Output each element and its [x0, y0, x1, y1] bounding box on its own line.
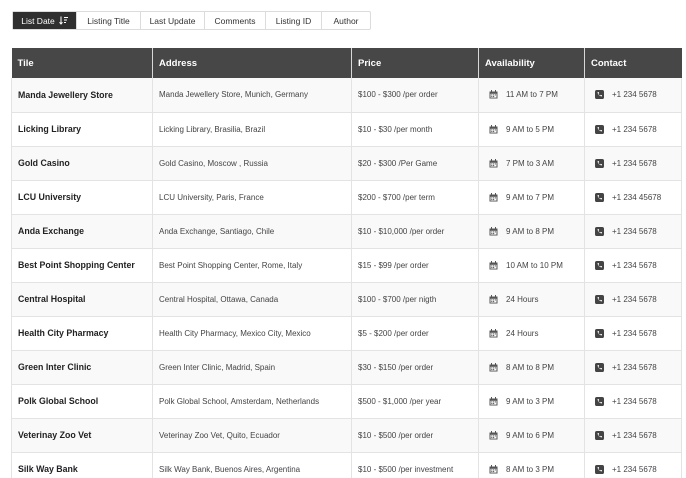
calendar-icon — [489, 363, 498, 372]
availability-cell — [479, 78, 585, 112]
sort-tab-comments[interactable] — [205, 12, 266, 29]
contact-cell — [585, 452, 682, 478]
availability-hours: 8 AM to 8 PM — [506, 362, 555, 372]
table-row[interactable] — [12, 180, 682, 214]
availability-hours: 24 Hours — [506, 328, 539, 338]
listing-address: Green Inter Clinic, Madrid, Spain — [153, 350, 352, 384]
contact-phone[interactable]: +1 234 5678 — [612, 396, 657, 406]
sort-descending-icon — [59, 16, 68, 25]
phone-icon — [595, 329, 604, 338]
availability-cell — [479, 452, 585, 478]
table-row[interactable] — [12, 146, 682, 180]
column-header-price: Price — [352, 48, 479, 78]
availability-hours: 10 AM to 10 PM — [506, 260, 563, 270]
listing-title[interactable]: Polk Global School — [12, 384, 153, 418]
contact-phone[interactable]: +1 234 5678 — [612, 362, 657, 372]
listing-price: $20 - $300 /Per Game — [352, 146, 479, 180]
listings-table-container — [11, 48, 681, 478]
listing-title[interactable]: Gold Casino — [12, 146, 153, 180]
listing-title[interactable]: Silk Way Bank — [12, 452, 153, 478]
availability-cell — [479, 418, 585, 452]
sort-tab-label: Author — [333, 15, 359, 26]
listing-address: Polk Global School, Amsterdam, Netherlands — [153, 384, 352, 418]
table-row[interactable] — [12, 452, 682, 478]
availability-cell — [479, 112, 585, 146]
listing-address: Licking Library, Brasilia, Brazil — [153, 112, 352, 146]
column-header-contact: Contact — [585, 48, 682, 78]
listings-table — [11, 48, 682, 478]
calendar-icon — [489, 125, 498, 134]
contact-cell — [585, 112, 682, 146]
contact-cell — [585, 350, 682, 384]
contact-cell — [585, 316, 682, 350]
phone-icon — [595, 295, 604, 304]
availability-hours: 7 PM to 3 AM — [506, 158, 555, 168]
contact-phone[interactable]: +1 234 5678 — [612, 430, 657, 440]
listing-price: $10 - $10,000 /per order — [352, 214, 479, 248]
contact-phone[interactable]: +1 234 5678 — [612, 294, 657, 304]
sort-tab-label: List Date — [21, 15, 55, 26]
sort-tab-label: Listing ID — [275, 15, 312, 26]
contact-phone[interactable]: +1 234 5678 — [612, 260, 657, 270]
listing-title[interactable]: Central Hospital — [12, 282, 153, 316]
availability-cell — [479, 180, 585, 214]
listing-price: $200 - $700 /per term — [352, 180, 479, 214]
listing-address: Anda Exchange, Santiago, Chile — [153, 214, 352, 248]
table-body — [12, 78, 682, 478]
listing-price: $500 - $1,000 /per year — [352, 384, 479, 418]
availability-cell — [479, 248, 585, 282]
contact-cell — [585, 180, 682, 214]
calendar-icon — [489, 90, 498, 99]
table-row[interactable] — [12, 350, 682, 384]
listing-address: Health City Pharmacy, Mexico City, Mexico — [153, 316, 352, 350]
sort-tab-label: Last Update — [149, 15, 196, 26]
listing-title[interactable]: Licking Library — [12, 112, 153, 146]
listing-price: $15 - $99 /per order — [352, 248, 479, 282]
contact-phone[interactable]: +1 234 45678 — [612, 192, 662, 202]
availability-hours: 8 AM to 3 PM — [506, 464, 555, 474]
availability-cell — [479, 214, 585, 248]
listing-address: Best Point Shopping Center, Rome, Italy — [153, 248, 352, 282]
contact-phone[interactable]: +1 234 5678 — [612, 90, 657, 100]
listing-address: Gold Casino, Moscow , Russia — [153, 146, 352, 180]
contact-phone[interactable]: +1 234 5678 — [612, 464, 657, 474]
column-header-title: Tile — [12, 48, 153, 78]
phone-icon — [595, 159, 604, 168]
listing-title[interactable]: Green Inter Clinic — [12, 350, 153, 384]
sort-tab-list-date[interactable] — [13, 12, 77, 29]
sort-tab-label: Comments — [214, 15, 256, 26]
table-row[interactable] — [12, 248, 682, 282]
availability-hours: 11 AM to 7 PM — [506, 90, 558, 100]
listing-price: $10 - $500 /per investment — [352, 452, 479, 478]
phone-icon — [595, 431, 604, 440]
phone-icon — [595, 193, 604, 202]
availability-hours: 9 AM to 3 PM — [506, 396, 555, 406]
phone-icon — [595, 90, 604, 99]
listing-address: Manda Jewellery Store, Munich, Germany — [153, 78, 352, 112]
availability-cell — [479, 384, 585, 418]
phone-icon — [595, 227, 604, 236]
contact-cell — [585, 248, 682, 282]
sort-tab-last-update[interactable] — [141, 12, 205, 29]
listing-price: $100 - $700 /per nigth — [352, 282, 479, 316]
sort-tab-listing-id[interactable] — [266, 12, 322, 29]
phone-icon — [595, 465, 604, 474]
contact-cell — [585, 282, 682, 316]
table-header — [12, 48, 682, 78]
availability-cell — [479, 350, 585, 384]
contact-cell — [585, 78, 682, 112]
table-row[interactable] — [12, 418, 682, 452]
listing-title[interactable]: Health City Pharmacy — [12, 316, 153, 350]
listing-title[interactable]: Best Point Shopping Center — [12, 248, 153, 282]
phone-icon — [595, 125, 604, 134]
calendar-icon — [489, 261, 498, 270]
calendar-icon — [489, 295, 498, 304]
table-row[interactable] — [12, 384, 682, 418]
calendar-icon — [489, 465, 498, 474]
listing-address: Central Hospital, Ottawa, Canada — [153, 282, 352, 316]
contact-phone[interactable]: +1 234 5678 — [612, 328, 657, 338]
availability-cell — [479, 316, 585, 350]
phone-icon — [595, 363, 604, 372]
sort-bar — [12, 11, 371, 30]
availability-hours: 24 Hours — [506, 294, 539, 304]
listing-title[interactable]: Manda Jewellery Store — [12, 78, 153, 112]
listing-title[interactable]: Veterinay Zoo Vet — [12, 418, 153, 452]
column-header-availability: Availability — [479, 48, 585, 78]
calendar-icon — [489, 329, 498, 338]
listing-title[interactable]: Anda Exchange — [12, 214, 153, 248]
table-row[interactable] — [12, 112, 682, 146]
sort-tab-listing-title[interactable] — [77, 12, 141, 29]
availability-hours: 9 AM to 8 PM — [506, 226, 555, 236]
availability-hours: 9 AM to 5 PM — [506, 124, 555, 134]
contact-phone[interactable]: +1 234 5678 — [612, 226, 657, 236]
listing-title[interactable]: LCU University — [12, 180, 153, 214]
sort-tab-label: Listing Title — [87, 15, 130, 26]
calendar-icon — [489, 431, 498, 440]
listing-address: LCU University, Paris, France — [153, 180, 352, 214]
availability-hours: 9 AM to 6 PM — [506, 430, 555, 440]
calendar-icon — [489, 227, 498, 236]
contact-phone[interactable]: +1 234 5678 — [612, 124, 657, 134]
listing-price: $100 - $300 /per order — [352, 78, 479, 112]
calendar-icon — [489, 193, 498, 202]
listing-price: $30 - $150 /per order — [352, 350, 479, 384]
header-row — [12, 48, 682, 78]
calendar-icon — [489, 159, 498, 168]
contact-cell — [585, 418, 682, 452]
listing-address: Veterinay Zoo Vet, Quito, Ecuador — [153, 418, 352, 452]
table-row[interactable] — [12, 316, 682, 350]
contact-phone[interactable]: +1 234 5678 — [612, 158, 657, 168]
table-row[interactable] — [12, 282, 682, 316]
calendar-icon — [489, 397, 498, 406]
contact-cell — [585, 214, 682, 248]
phone-icon — [595, 397, 604, 406]
listing-price: $10 - $500 /per order — [352, 418, 479, 452]
listing-address: Silk Way Bank, Buenos Aires, Argentina — [153, 452, 352, 478]
listing-price: $5 - $200 /per order — [352, 316, 479, 350]
sort-tab-author[interactable] — [322, 12, 370, 29]
table-row[interactable] — [12, 214, 682, 248]
table-row[interactable] — [12, 78, 682, 112]
availability-cell — [479, 146, 585, 180]
availability-cell — [479, 282, 585, 316]
phone-icon — [595, 261, 604, 270]
column-header-address: Address — [153, 48, 352, 78]
contact-cell — [585, 384, 682, 418]
listing-price: $10 - $30 /per month — [352, 112, 479, 146]
availability-hours: 9 AM to 7 PM — [506, 192, 555, 202]
contact-cell — [585, 146, 682, 180]
